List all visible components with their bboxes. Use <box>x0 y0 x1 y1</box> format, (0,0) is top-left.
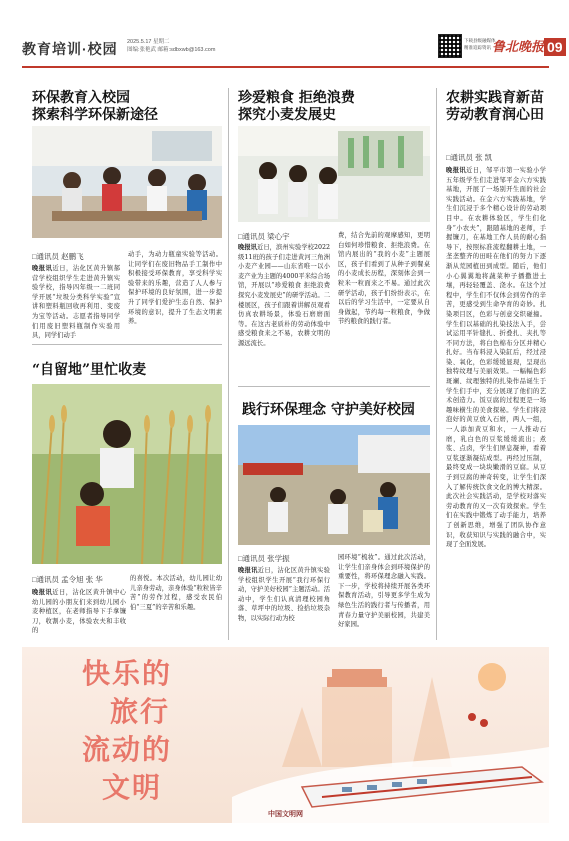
issue-editor: 图编:张艳武 邮箱:sdbxwb@163.com <box>127 47 216 53</box>
article3-lead: 晚报讯 <box>238 244 257 251</box>
article-divider <box>238 386 430 387</box>
article1-body-col1 <box>32 264 120 340</box>
article2-body-col2: 的喜悦。本次活动，幼儿园让幼儿亲身劳动，亲身体验“粒粒皆辛苦”的劳作过程，感受农民伯伯“三夏”的辛苦和乐趣。 <box>130 575 222 611</box>
article4-body-text1: 近日，沾化区黄升镇实验学校组织学生开展“我行环保行动，守护美好校园”主题活动。活动中，学生们认真清理校园角落、草坪中的垃圾、捡拾垃圾杂物，以实际行动为校 <box>238 567 330 622</box>
page-header <box>22 34 563 68</box>
article5-title-line2: 劳动教育润心田 <box>446 107 544 123</box>
article2-title: “自留地”里忙收麦 <box>32 362 147 378</box>
article1-byline: □通讯员 赵鹏飞 <box>32 252 84 261</box>
article5-title-line1: 农耕实践育新苗 <box>446 90 544 106</box>
article1-body-col2: 动手，为动力瓶童实验等活动。让同学们在废旧物品手工制作中积极接受环保教育，享受科学实验带来的乐趣，营造了人人参与保护环境的良好氛围，进一步提升了同学们爱护生态自然、保护环境的意识，提升了生态文明素养。 <box>128 251 222 326</box>
issue-date: 2025.5.17 星期二 <box>127 39 170 45</box>
article4-body-col1 <box>238 566 330 640</box>
article3-body-text1: 近日，滨州实验学校2022级11班的孩子们走进黄河三角洲小麦产业园——山东省唯一以小麦产业为主题的4000平米综合场馆，开展以“珍爱粮食 拒绝浪费 探究小麦发展史”的研学活动。二楼展区，孩子们跟着讲解员观看仿真农耕场景，体验石磨磨面等。在这古老质朴的劳动体验中感受粮食来之不易，农耕文明的源远流长。 <box>238 244 330 347</box>
banner-line4: 文明 <box>102 771 163 804</box>
qr-caption-2: 精准追踪资讯 <box>464 45 491 50</box>
article3-body-col2: 费，结合先前的观摩感知，更明白如何珍惜粮食、拒绝浪费。在馆内展出的“我的小麦”主题展区，孩子们看到了从种子到餐桌的小麦成长历程，深刻体会到一粒米一粒面来之不易。通过此次研学活动，孩子们纷纷表示，在以后的学习生活中，一定要从自身做起，节约每一粒粮食，争做节约粮食的践行者。 <box>338 232 430 326</box>
article4-title: 践行环保理念 守护美好校园 <box>242 402 415 418</box>
article4-lead: 晚报讯 <box>238 567 258 574</box>
article4-photo <box>238 425 430 545</box>
article5-title <box>446 90 544 124</box>
newspaper-logo: 鲁北晚报 <box>492 40 545 55</box>
banner-line2: 旅行 <box>110 695 171 728</box>
column-divider-2 <box>436 88 437 640</box>
article4-byline: □通讯员 张学振 <box>238 554 290 563</box>
article2-byline: □通讯员 孟令旭 张 华 <box>32 575 103 584</box>
article3-body-col1 <box>238 243 330 379</box>
article1-title <box>32 90 158 124</box>
article3-title-line1: 珍爱粮食 拒绝浪费 <box>238 90 355 106</box>
article1-photo <box>32 126 222 238</box>
qr-caption <box>464 37 496 51</box>
article3-photo <box>238 126 430 222</box>
article4-body-col2: 园环境“梳妆”。通过此次活动，让学生们亲身体会到环境保护的重要性，将环保理念融入实践。下一步，学校将持续开展各类环保教育活动，引导更多学生成为绿色生活的践行者与传播者，用青春力量守护美丽校园，共建美好家园。 <box>338 554 430 629</box>
article3-title <box>238 90 355 124</box>
article2-body-col1 <box>32 588 126 640</box>
article1-title-line2: 探索科学环保新途径 <box>32 107 158 123</box>
article1-body-text1: 近日，沾化区黄升镇郝营学校组织学生走进黄升镇实验学校，指导四年级一二班同学开展“垃圾分类科学实验”宣讲和塑料瓶回收再利用、变废为宝等活动。志愿者指导同学们用废旧塑料瓶制作实验用具，同学们动手 <box>32 265 120 340</box>
article5-body <box>446 166 546 640</box>
column-divider-1 <box>228 88 229 640</box>
article1-title-line1: 环保教育入校园 <box>32 90 130 106</box>
qr-code[interactable] <box>438 34 462 58</box>
banner-line3: 流动的 <box>82 733 173 766</box>
article2-lead: 晚报讯 <box>32 589 53 596</box>
article5-lead: 晚报讯 <box>446 167 467 174</box>
section-title: 教育培训·校园 <box>22 41 118 57</box>
qr-caption-1: 下载县级融媒体 <box>464 38 496 43</box>
banner-slogan <box>82 655 172 807</box>
travel-banner <box>22 647 549 823</box>
article2-photo <box>32 384 222 564</box>
banner-line1: 快乐的 <box>82 657 173 690</box>
article-divider <box>32 344 222 345</box>
article3-title-line2: 探究小麦发展史 <box>238 107 336 123</box>
page-number: 09 <box>544 38 566 56</box>
banner-footer: 中国文明网 <box>268 809 303 818</box>
issue-meta <box>127 38 215 54</box>
article5-body-text: 近日，邹平市第一实验小学五年级学生们走进邹平金六方实践基地，开展了一场别开生面的社会实践活动。在金六方实践基地，学生们沉浸于多个精心设计的劳动项目中。在农耕体验区，学生们化身“小农夫”，跟随基地的老师，手握镰刀，在基地工作人员的耐心指导下，按照标准流程翻耕土地，一垄垄整齐的田畦在他们的努力下逐渐从荒园植田到成型。随后，他们小心翼翼地将蔬菜种子播撒进土壤，再轻轻覆盖、浇水。在这个过程中，学生们不仅体会到劳作的辛苦，更感受到生命孕育的奇妙。扎染项目区，色彩与创意交织碰撞。学生们以基础的扎染技法入手，尝试运用平针缝扎、折叠扎、夹扎等不同方法，将白色棉布分区并精心扎好。当布料浸入染缸后，经过浸染、氧化，色彩缓缓显现，呈现出独特纹理与美丽效果。一幅幅色彩斑斓、纹理独特的扎染作品诞生于学生们手中，充分展现了他们的艺术创造力。饭豆腐的过程更是一场趣味横生的美食探秘。学生们将浸泡好的黄豆放入石磨，两人一组，一人添加黄豆和水，一人推动石磨，乳白色的豆浆缓缓流出；煮浆、点卤，学生们屏息凝神，看着豆浆逐渐凝结成型。再经过压制，最终变成一块块嫩滑的豆腐。从豆子到豆腐的神奇转变，让学生们深入了解传统饮食文化的博大精深。此次社会实践活动，是学校对落实劳动教育的又一次有效探索。学生们在实践中锻炼了动手能力，培养了创新思维，增强了团队协作意识，收获知识与实践的融合中，实现了全面发展。 <box>446 167 546 549</box>
article2-body-text1: 近日，沾化区黄升镇中心幼儿园的小朋友们来到幼儿园小麦种植区，在老师指导下手拿镰刀，收割小麦，体验农夫和丰收的 <box>32 589 126 635</box>
article5-byline: □通讯员 张 凯 <box>446 153 493 162</box>
article1-lead: 晚报讯 <box>32 265 53 272</box>
article3-byline: □通讯员 梁心宇 <box>238 232 290 241</box>
